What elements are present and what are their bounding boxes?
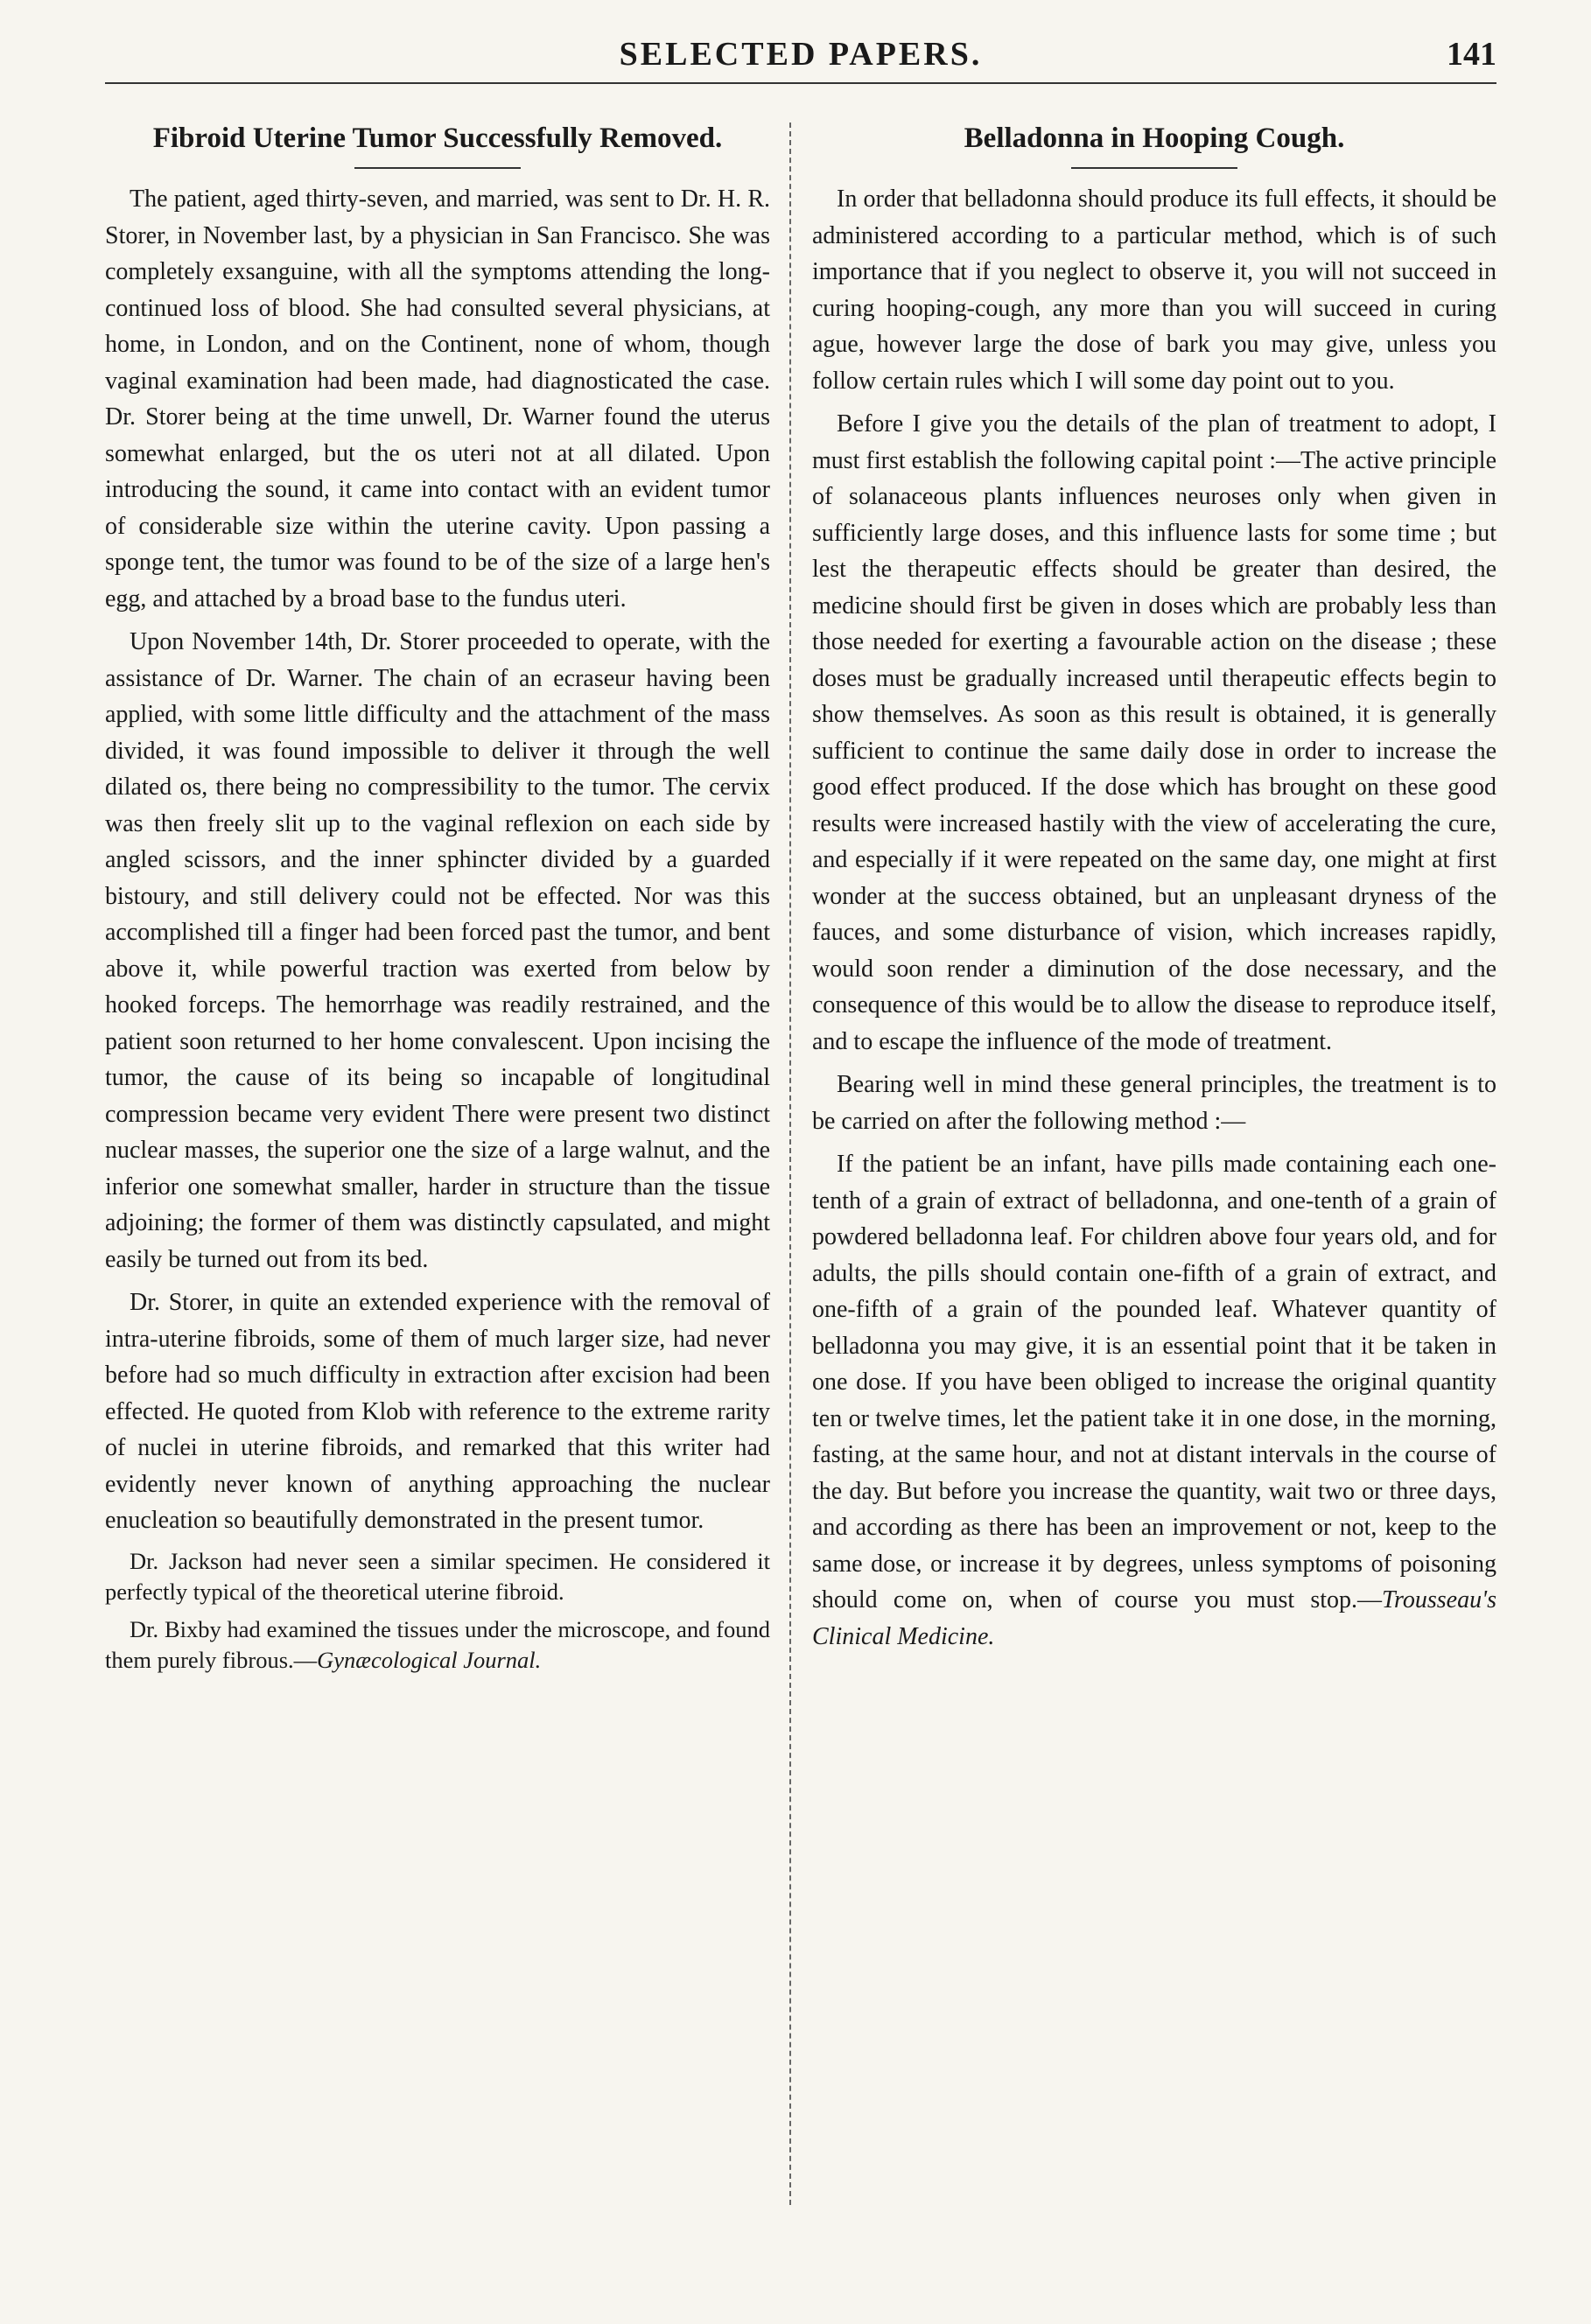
left-paragraph-4: Dr. Jackson had never seen a similar specimen. He considered it perfectly typical of the theoretical uterine fibroid. bbox=[105, 1547, 770, 1605]
right-column bbox=[812, 122, 1496, 1662]
left-paragraph-3: Dr. Storer, in quite an extended experience with the removal of intra-uterine fibroids, some of them of much larger size, had never before had so much difficulty in extraction after excision had been effected. He quoted from Klob with reference to the extreme rarity of nuclei in uterine fibroids, and remarked that this writer had evidently never known of anything approaching the nuclear enucleation so beautifully demonstrated in the present tumor. bbox=[105, 1289, 770, 1534]
right-paragraph-1: In order that belladonna should produce its full effects, it should be administered according to a particular method, which is of such importance that if you neglect to observe it, you will not succeed in curing hooping-cough, any more than you will succeed in curing ague, however large the dose of bark you may give, unless you follow certain rules which I will some day point out to you. bbox=[812, 186, 1496, 395]
right-title-rule bbox=[1071, 167, 1237, 169]
running-title: SELECTED PAPERS. bbox=[619, 36, 983, 73]
running-head bbox=[105, 30, 1496, 84]
left-paragraph-5 bbox=[105, 1614, 770, 1676]
right-paragraph-2: Before I give you the details of the plan of treatment to adopt, I must first establish the following capital point :—The active principle of solanaceous plants influences neuroses only when given in sufficiently large doses, and this influence lasts for some time ; but lest the therapeutic effects should be greater than desired, the medicine should first be given in doses which are probably less than those needed for exerting a favourable action on the disease ; these doses must be gradually increased until therapeutic effects begin to show themselves. As soon as this result is obtained, it is generally sufficient to continue the same daily dose in order to increase the good effect produced. If the dose which has brought on these good results were increased hastily with the view of accelerating the cure, and especially if it were repeated on the same day, one might at first wonder at the success obtained, but an unpleasant dryness of the fauces, and some disturbance of vision, which increases rapidly, would soon render a diminution of the dose necessary, and the consequence of this would be to allow the disease to reproduce itself, and to escape the influence of the mode of treatment. bbox=[812, 410, 1496, 1055]
page-number: 141 bbox=[1447, 36, 1496, 73]
left-paragraph-5-text: Dr. Bixby had examined the tissues under the microscope, and found them purely fibrous.— bbox=[105, 1615, 770, 1673]
right-paragraph-4 bbox=[812, 1146, 1496, 1655]
right-paragraph-4-text: If the patient be an infant, have pills made containing each one-tenth of a grain of extract of belladonna, and one-tenth of a grain of powdered belladonna leaf. For children above four years old, and for adults, the pills should contain one-fifth of a grain of extract, and one-fifth of a grain of the pounded leaf. Whatever quantity of belladonna you may give, it is an essential point that it be taken in one dose. If you have been obliged to increase the original quantity ten or twelve times, let the patient take it in one dose, in the morning, fasting, at the same hour, and not at distant intervals in the course of the day. But before you increase the quantity, wait two or three days, and according as there has been an improvement or not, keep to the same dose, or increase it by degrees, unless symptoms of poisoning should come on, when of course you must stop.— bbox=[812, 1151, 1496, 1614]
left-article-title: Fibroid Uterine Tumor Successfully Removed. bbox=[152, 122, 723, 154]
right-article-title: Belladonna in Hooping Cough. bbox=[964, 122, 1345, 154]
left-title-rule bbox=[354, 167, 521, 169]
column-divider bbox=[789, 122, 791, 2205]
right-paragraph-3: Bearing well in mind these general principles, the treatment is to be carried on after the following method :— bbox=[812, 1071, 1496, 1135]
left-paragraph-2: Upon November 14th, Dr. Storer proceeded to operate, with the assistance of Dr. Warner. The chain of an ecraseur having been applied, with some little difficulty and the attachment of the mass divided, it was found impossible to deliver it through the well dilated os, there being no compressibility to the tumor. The cervix was then freely slit up to the vaginal reflexion on each side by angled scissors, and the inner sphincter divided by a guarded bistoury, and still delivery could not be effected. Nor was this accomplished till a finger had been forced past the tumor, and bent above it, while powerful traction was exerted from below by hooked forceps. The hemorrhage was readily restrained, and the patient soon returned to her home convalescent. Upon incising the tumor, the cause of its being so incapable of longitudinal compression became very evident There were present two distinct nuclear masses, the superior one the size of a large walnut, and the inferior one somewhat smaller, harder in structure than the tissue adjoining; the former of them was distinctly capsulated, and might easily be turned out from its bed. bbox=[105, 628, 770, 1273]
left-paragraph-1: The patient, aged thirty-seven, and married, was sent to Dr. H. R. Storer, in November last, by a physician in San Francisco. She was completely exsanguine, with all the symptoms attending the long-continued loss of blood. She had consulted several physicians, at home, in London, and on the Continent, none of whom, though vaginal examination had been made, had diagnosticated the case. Dr. Storer being at the time unwell, Dr. Warner found the uterus somewhat enlarged, but the os uteri not at all dilated. Upon introducing the sound, it came into contact with an evident tumor of considerable size within the uterine cavity. Upon passing a sponge tent, the tumor was found to be of the size of a large hen's egg, and attached by a broad base to the fundus uteri. bbox=[105, 186, 770, 612]
right-citation: Trousseau's Clinical Medicine. bbox=[812, 1586, 1496, 1650]
left-citation: Gynæcological Journal. bbox=[317, 1646, 542, 1673]
left-column bbox=[105, 122, 770, 1683]
